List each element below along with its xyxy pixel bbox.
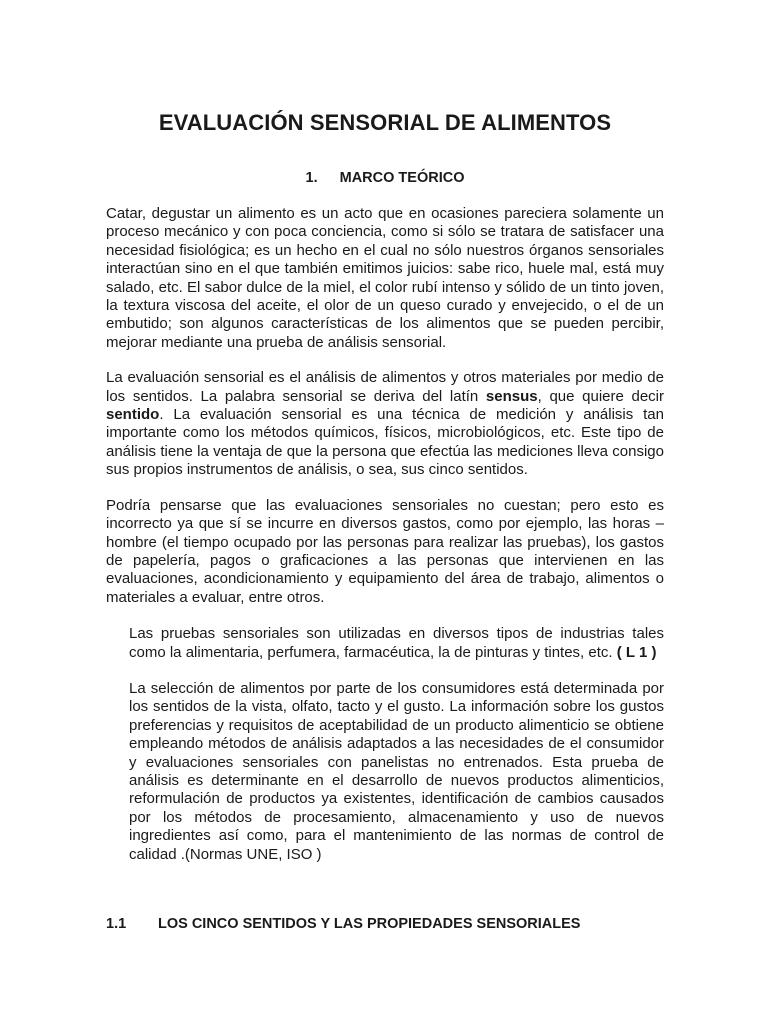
section-title: MARCO TEÓRICO	[339, 170, 465, 186]
paragraph-definition-text-1: La evaluación sensorial es el análisis de alimentos y otros materiales por medio de los sentidos. La palabra sensorial se deriva del latín	[106, 369, 664, 405]
subsection-number: 1.1	[106, 916, 127, 932]
paragraph-industries	[129, 625, 664, 662]
subsection-heading	[106, 914, 664, 934]
paragraph-selection: La selección de alimentos por parte de los consumidores está determinada por los sentidos de la vista, olfato, tacto y el gusto. La información sobre los gustos preferencias y requisitos de aceptabilidad de un producto alimenticio se obtiene empleando métodos de análisis adaptados a las necesidades de el consumidor y evaluaciones sensoriales con panelistas no entrenados. Esta prueba de análisis es determinante en el desarrollo de nuevos productos alimenticios, reformulación de productos ya existentes, identificación de cambios causados por los métodos de procesamiento, almacenamiento y uso de nuevos ingredientes así como, para el mantenimiento de las normas de control de calidad .(Normas UNE, ISO )	[129, 679, 664, 863]
paragraph-definition-text-3: . La evaluación sensorial es una técnica de medición y análisis tan importante como los métodos químicos, físicos, microbiológicos, etc. Este tipo de análisis tiene la ventaja de que la persona que efectúa las mediciones lleva consigo sus propios instrumentos de análisis, o sea, sus cinco sentidos.	[106, 406, 664, 479]
paragraph-definition	[106, 369, 664, 479]
document-title: EVALUACIÓN SENSORIAL DE ALIMENTOS	[158, 110, 612, 135]
paragraph-intro: Catar, degustar un alimento es un acto que en ocasiones pareciera solamente un proceso mecánico y con poca conciencia, como si sólo se tratara de satisfacer una necesidad fisiológica; es un hecho en el cual no sólo nuestros órganos sensoriales interactúan sino en el que también emitimos juicios: sabe rico, huele mal, está muy salado, etc. El sabor dulce de la miel, el color rubí intenso y sólido de un tinto joven, la textura viscosa del aceite, el olor de un queso curado y envejecido, o el de un embutido; son algunos características de los alimentos que se pueden percibir, mejorar mediante una prueba de análisis sensorial.	[106, 205, 664, 351]
subsection-title: LOS CINCO SENTIDOS Y LAS PROPIEDADES SENSORIALES	[158, 916, 581, 932]
section-number: 1.	[305, 170, 318, 186]
section-heading	[106, 168, 664, 188]
indented-block	[106, 625, 664, 864]
paragraph-definition-text-2: , que quiere decir	[537, 387, 664, 405]
reference-citation: ( L 1 )	[616, 643, 657, 661]
paragraph-costs: Podría pensarse que las evaluaciones sensoriales no cuestan; pero esto es incorrecto ya que sí se incurre en diversos gastos, como por ejemplo, las horas – hombre (el tiempo ocupado por las personas para realizar las pruebas), los gastos de papelería, pagos o graficaciones a las personas que intervienen en las evaluaciones, acondicionamiento y equipamiento del área de trabajo, alimentos o materiales a evaluar, entre otros.	[106, 496, 664, 606]
paragraph-industries-text: Las pruebas sensoriales son utilizadas en diversos tipos de industrias tales como la alimentaria, perfumera, farmacéutica, la de pinturas y tintes, etc.	[129, 625, 664, 661]
term-sentido: sentido	[106, 406, 160, 424]
term-sensus: sensus	[485, 387, 538, 405]
